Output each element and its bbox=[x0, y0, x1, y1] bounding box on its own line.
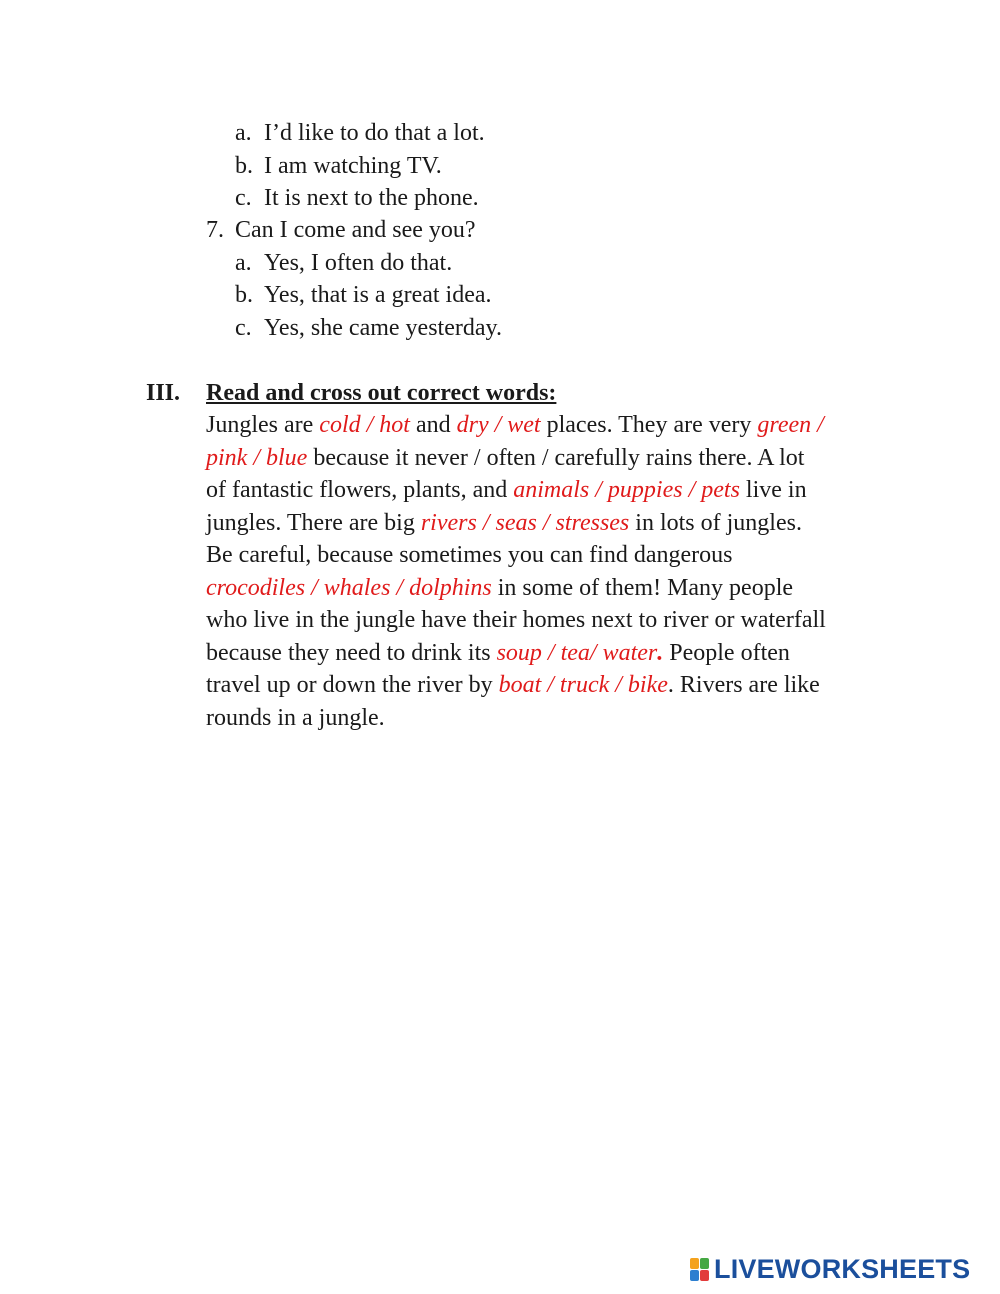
text: . Rivers are like bbox=[667, 672, 820, 698]
paragraph-line bbox=[206, 669, 906, 702]
option-label: a. bbox=[235, 120, 252, 146]
paragraph-line bbox=[206, 474, 906, 507]
paragraph-line bbox=[206, 637, 906, 670]
option-label: a. bbox=[235, 250, 252, 276]
text: Be careful, because sometimes you can find dangerous bbox=[206, 542, 733, 568]
section-title: Read and cross out correct words: bbox=[206, 380, 557, 406]
paragraph-line bbox=[206, 604, 906, 637]
liveworksheets-logo[interactable] bbox=[690, 1254, 970, 1284]
text: and bbox=[409, 412, 457, 438]
option-label: c. bbox=[235, 185, 252, 211]
word-choice[interactable]: boat / truck / bike bbox=[498, 672, 668, 698]
text: travel up or down the river by bbox=[206, 672, 499, 698]
text: People often bbox=[663, 640, 790, 666]
word-choice[interactable]: dry / wet bbox=[456, 412, 541, 438]
option-text: Yes, that is a great idea. bbox=[264, 282, 492, 308]
word-choice[interactable]: cold / hot bbox=[319, 412, 410, 438]
logo-text: LIVEWORKSHEETS bbox=[714, 1253, 971, 1284]
option-text: Yes, I often do that. bbox=[264, 250, 453, 276]
text: rounds in a jungle. bbox=[206, 705, 385, 731]
text: in some of them! Many people bbox=[491, 575, 794, 601]
word-choice[interactable]: soup / tea/ water bbox=[496, 640, 658, 666]
text: of fantastic flowers, plants, and bbox=[206, 477, 514, 503]
word-choice[interactable]: green / bbox=[757, 412, 824, 438]
paragraph-line bbox=[206, 572, 906, 605]
question-text: Can I come and see you? bbox=[235, 217, 476, 243]
word-choice[interactable]: pink / blue bbox=[206, 445, 308, 471]
text: who live in the jungle have their homes next to river or waterfall bbox=[206, 607, 826, 633]
text: because they need to drink its bbox=[206, 640, 497, 666]
section-number: III. bbox=[146, 380, 181, 406]
word-choice[interactable]: crocodiles / whales / dolphins bbox=[206, 575, 492, 601]
text: in lots of jungles. bbox=[629, 510, 802, 536]
paragraph-line bbox=[206, 409, 906, 442]
option-label: c. bbox=[235, 315, 252, 341]
option-label: b. bbox=[235, 153, 253, 179]
option-text: I am watching TV. bbox=[264, 153, 442, 179]
option-text: It is next to the phone. bbox=[264, 185, 479, 211]
option-label: b. bbox=[235, 282, 253, 308]
question-number: 7. bbox=[206, 217, 224, 243]
option-text: Yes, she came yesterday. bbox=[264, 315, 502, 341]
paragraph-line bbox=[206, 702, 906, 735]
word-choice[interactable]: rivers / seas / stresses bbox=[420, 510, 630, 536]
paragraph-line bbox=[206, 539, 906, 572]
text: live in bbox=[739, 477, 807, 503]
paragraph-line bbox=[206, 507, 906, 540]
text: jungles. There are big bbox=[206, 510, 421, 536]
word-choice[interactable]: animals / puppies / pets bbox=[513, 477, 740, 503]
text: because it never / often / carefully rains there. A lot bbox=[307, 445, 805, 471]
text: Jungles are bbox=[206, 412, 320, 438]
liveworksheets-logo-icon bbox=[690, 1257, 710, 1281]
text: places. They are very bbox=[540, 412, 758, 438]
paragraph-line bbox=[206, 442, 906, 475]
option-text: I’d like to do that a lot. bbox=[264, 120, 485, 146]
text: . bbox=[657, 640, 664, 666]
